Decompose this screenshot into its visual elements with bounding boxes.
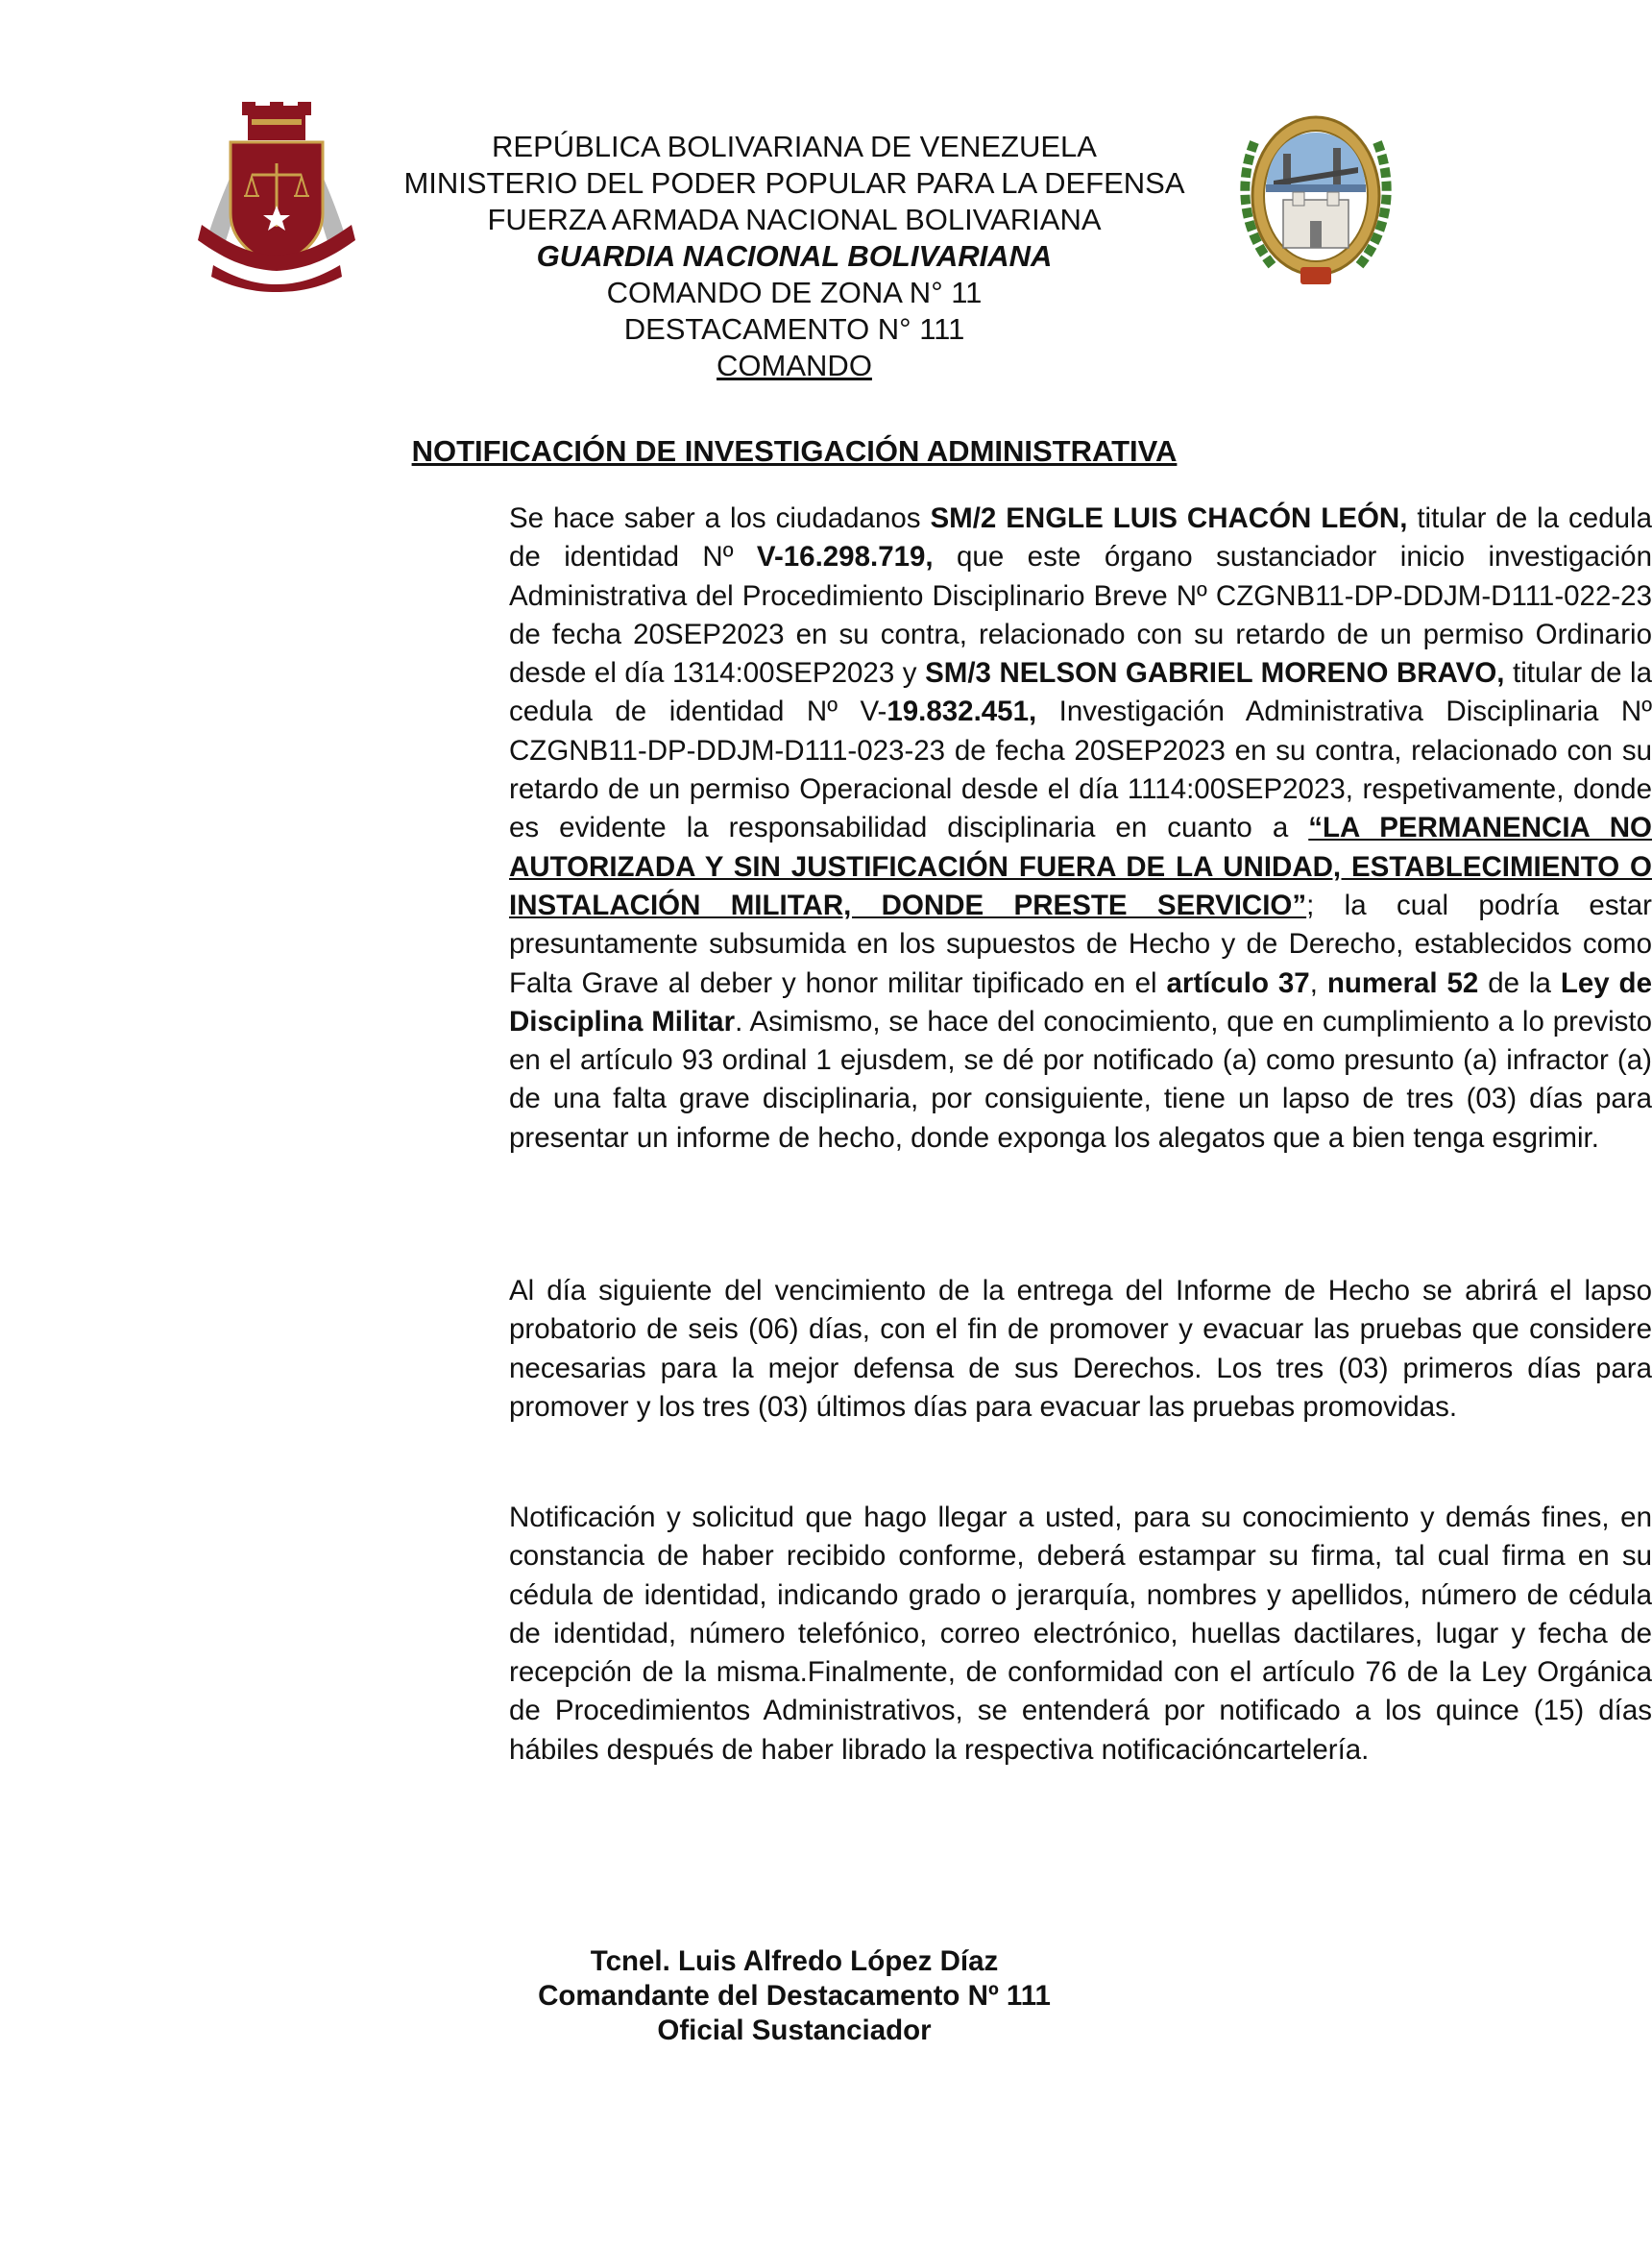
paragraph-notification — [229, 500, 1652, 1158]
header-armed-forces: FUERZA ARMADA NACIONAL BOLIVARIANA — [487, 203, 1102, 236]
text-span: Se hace saber a los ciudadanos — [509, 502, 931, 534]
citizen-2-id: 19.832.451, — [887, 696, 1037, 728]
text-span: que este órgano sustanciador inicio investigación Administrativa del Procedimiento Disciplinario Breve Nº CZGNB11-DP-DDJM-D111-022-23 de fecha 20SEP2023 en su contra, relacionado con su retardo de un permiso Ordinario desde el día 1314:00SEP2023 y — [509, 541, 1652, 690]
document-title: NOTIFICACIÓN DE INVESTIGACIÓN ADMINISTRATIVA — [411, 434, 1178, 468]
article-reference: artículo 37 — [1166, 966, 1310, 999]
text-span: ; la cual podría estar presuntamente subsumida en los supuestos de Hecho y de Derecho, establecidos como Falta Grave al deber y honor militar tipificado en el — [509, 889, 1652, 999]
text-span: Investigación Administrativa Disciplinaria Nº CZGNB11-DP-DDJM-D111-023-23 de fecha 20SEP2023 en su contra, relacionado con su retardo de un permiso Operacional desde el día 1114:00SEP2023, respetivamente, donde es evidente la responsabilidad disciplinaria en cuanto a — [509, 696, 1652, 844]
numeral-reference: numeral 52 — [1326, 966, 1479, 999]
text-span: . Asimismo, se hace del conocimiento, que en cumplimiento a lo previsto en el artículo 93 ordinal 1 ejusdem, se dé por notificado (a) como presunto (a) infractor (a) de una falta grave disciplinaria, por consiguiente, tiene un lapso de tres (03) días para presentar un informe de hecho, donde exponga los alegatos que a bien tenga esgrimir. — [509, 1005, 1652, 1154]
citizen-1-name: SM/2 ENGLE LUIS CHACÓN LEÓN, — [930, 502, 1408, 534]
text-span: titular de la cedula de identidad Nº — [509, 502, 1652, 574]
text-span: de la — [1478, 966, 1561, 999]
signature-block — [0, 1944, 1589, 2048]
header-detachment: DESTACAMENTO N° 111 — [623, 312, 965, 346]
header-ministry: MINISTERIO DEL PODER POPULAR PARA LA DEFENSA — [403, 166, 1185, 200]
citizen-1-id: V-16.298.719, — [756, 541, 934, 574]
header-guardia-nacional: GUARDIA NACIONAL BOLIVARIANA — [536, 239, 1053, 273]
law-reference: Ley de Disciplina Militar — [509, 966, 1652, 1038]
paragraph-evidence-period: Al día siguiente del vencimiento de la entrega del Informe de Hecho se abrirá el lapso probatorio de seis (06) días, con el fin de promover y evacuar las pruebas que considere necesarias para la mejor defensa de sus Derechos. Los tres (03) primeros días para promover y los tres (03) últimos días para evacuar las pruebas promovidas. — [509, 1275, 1652, 1423]
header-command: COMANDO — [717, 349, 872, 382]
offense-description: “LA PERMANENCIA NO AUTORIZADA Y SIN JUSTIFICACIÓN FUERA DE LA UNIDAD, ESTABLECIMIENTO O INSTALACIÓN MILITAR, DONDE PRESTE SERVICIO” — [509, 812, 1652, 921]
citizen-2-name: SM/3 NELSON GABRIEL MORENO BRAVO, — [925, 657, 1505, 690]
signatory-role: Oficial Sustanciador — [657, 2015, 932, 2046]
text-span: , — [1309, 966, 1327, 999]
signatory-name: Tcnel. Luis Alfredo López Díaz — [590, 1945, 999, 1977]
paragraph-acknowledgement: Notificación y solicitud que hago llegar a usted, para su conocimiento y demás fines, en constancia de haber recibido conforme, deberá estampar su firma, tal cual firma en su cédula de identidad, indicando grado o jerarquía, nombres y apellidos, número de cédula de identidad, número telefónico, correo electrónico, huellas dactilares, lugar y fecha de recepción de la misma.Finalmente, de conformidad con el artículo 76 de la Ley Orgánica de Procedimientos Administrativos, se entenderá por notificado a los quince (15) días hábiles después de haber librado la respectiva notificacióncartelería. — [509, 1502, 1652, 1766]
header-zone-command: COMANDO DE ZONA N° 11 — [606, 276, 983, 309]
header-republic: REPÚBLICA BOLIVARIANA DE VENEZUELA — [492, 130, 1097, 163]
text-span: titular de la cedula de identidad Nº V- — [509, 657, 1652, 728]
document-header — [0, 129, 1589, 384]
signatory-position: Comandante del Destacamento Nº 111 — [538, 1980, 1051, 2012]
